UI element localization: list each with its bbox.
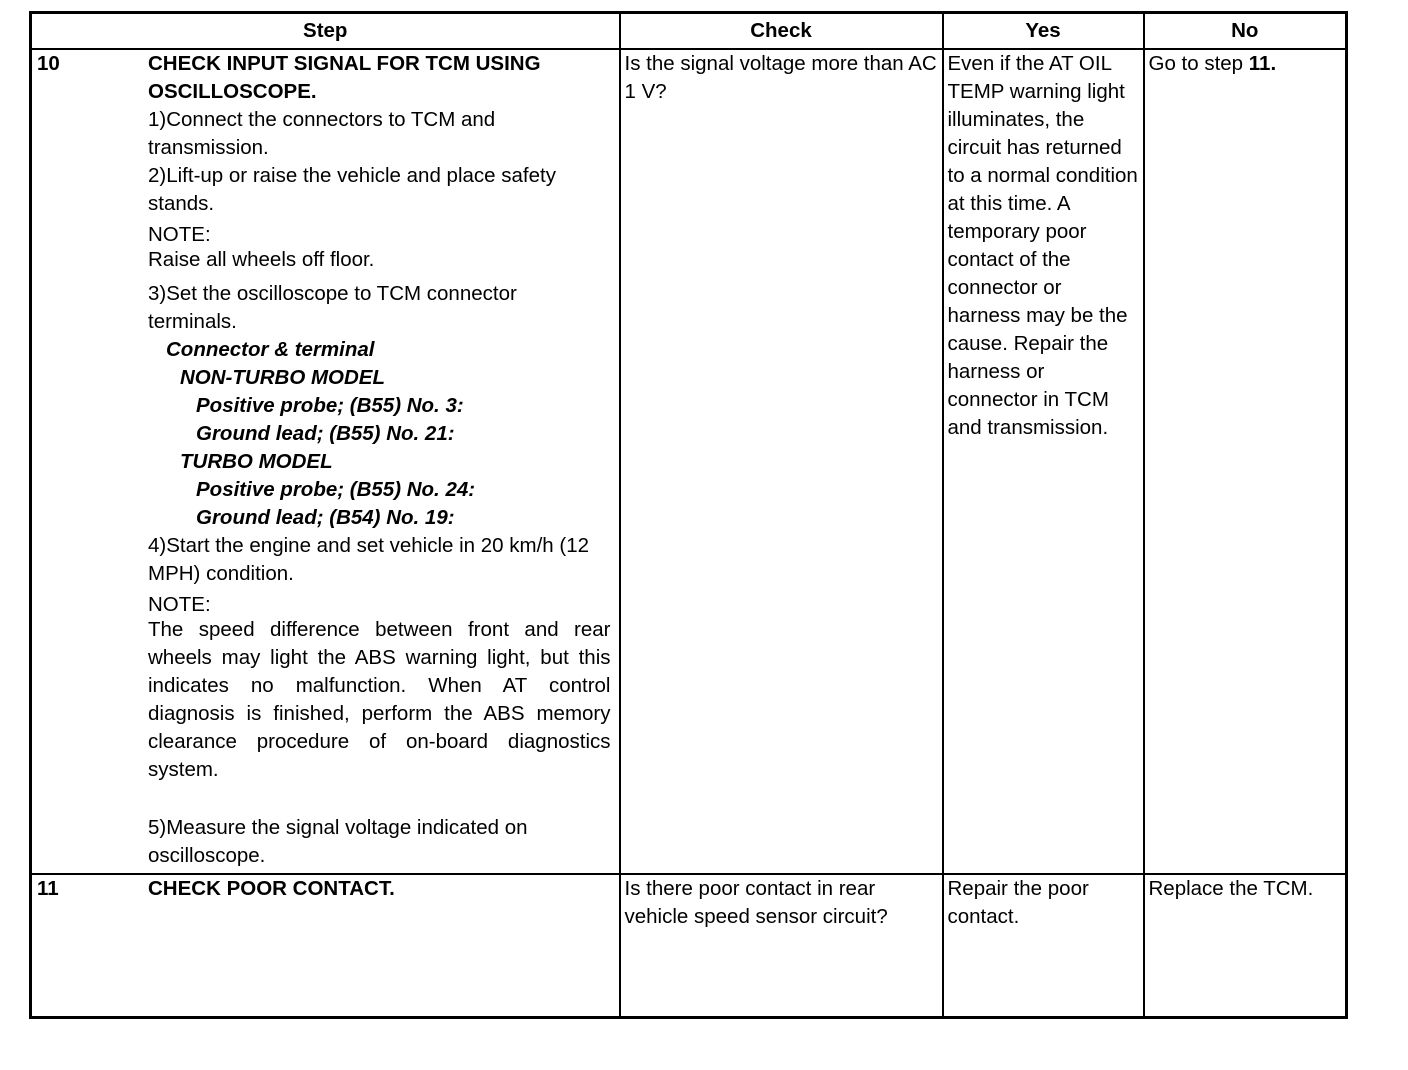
step-title: CHECK POOR CONTACT.: [148, 877, 395, 900]
no-step-ref: 11.: [1248, 52, 1277, 75]
no-text: Replace the TCM.: [1148, 877, 1314, 900]
step-instruction: 4)Start the engine and set vehicle in 20 km/h (12 MPH) condition.: [148, 534, 590, 585]
connector-heading: Connector & terminal: [166, 338, 375, 361]
step-title: CHECK INPUT SIGNAL FOR TCM USING OSCILLOSCOPE.: [148, 52, 541, 103]
header-yes: Yes: [943, 13, 1144, 50]
diagnostic-table: [29, 11, 1348, 1019]
header-step: Step: [31, 13, 620, 50]
step-number: 11: [37, 877, 59, 900]
note-label: NOTE:: [148, 593, 211, 616]
yes-text: Repair the poor contact.: [947, 877, 1089, 928]
check-cell: [620, 49, 943, 874]
step-instruction: 3)Set the oscilloscope to TCM connector terminals.: [148, 282, 517, 333]
terminal-spec: Ground lead; (B55) No. 21:: [196, 422, 455, 445]
model-label: TURBO MODEL: [180, 450, 333, 473]
no-cell: [1144, 49, 1347, 874]
header-no: No: [1144, 13, 1347, 50]
terminal-spec: Ground lead; (B54) No. 19:: [196, 506, 455, 529]
no-cell: [1144, 874, 1347, 1018]
note-label: NOTE:: [148, 223, 211, 246]
yes-cell: [943, 49, 1144, 874]
yes-text: Even if the AT OIL TEMP warning light illuminates, the circuit has returned to a normal condition at this time. A temporary poor contact of the connector or harness may be the cause. Repair the harness or connector in TCM and transmission.: [947, 52, 1138, 439]
step-instruction: 1)Connect the connectors to TCM and transmission.: [148, 108, 496, 159]
table-row: [31, 874, 1347, 1018]
header-check: Check: [620, 13, 943, 50]
terminal-spec: Positive probe; (B55) No. 24:: [196, 478, 476, 501]
yes-cell: [943, 874, 1144, 1018]
model-label: NON-TURBO MODEL: [180, 366, 385, 389]
step-instruction: 2)Lift-up or raise the vehicle and place safety stands.: [148, 164, 556, 215]
step-instruction: 5)Measure the signal voltage indicated on oscilloscope.: [148, 816, 528, 867]
step-number: 10: [37, 52, 60, 75]
terminal-spec: Positive probe; (B55) No. 3:: [196, 394, 464, 417]
note-text: The speed difference between front and rear wheels may light the ABS warning light, but this indicates no malfunction. When AT control diagnosis is finished, perform the ABS memory clearance procedure of on-board diagnostics system.: [148, 618, 611, 781]
check-text: Is the signal voltage more than AC 1 V?: [624, 52, 937, 103]
table-row: [31, 49, 1347, 874]
header-row: [31, 13, 1347, 50]
step-cell: [31, 874, 620, 1018]
step-cell: [31, 49, 620, 874]
no-text: Go to step: [1148, 52, 1249, 75]
note-text: Raise all wheels off floor.: [148, 248, 375, 271]
check-cell: [620, 874, 943, 1018]
check-text: Is there poor contact in rear vehicle speed sensor circuit?: [624, 877, 888, 928]
